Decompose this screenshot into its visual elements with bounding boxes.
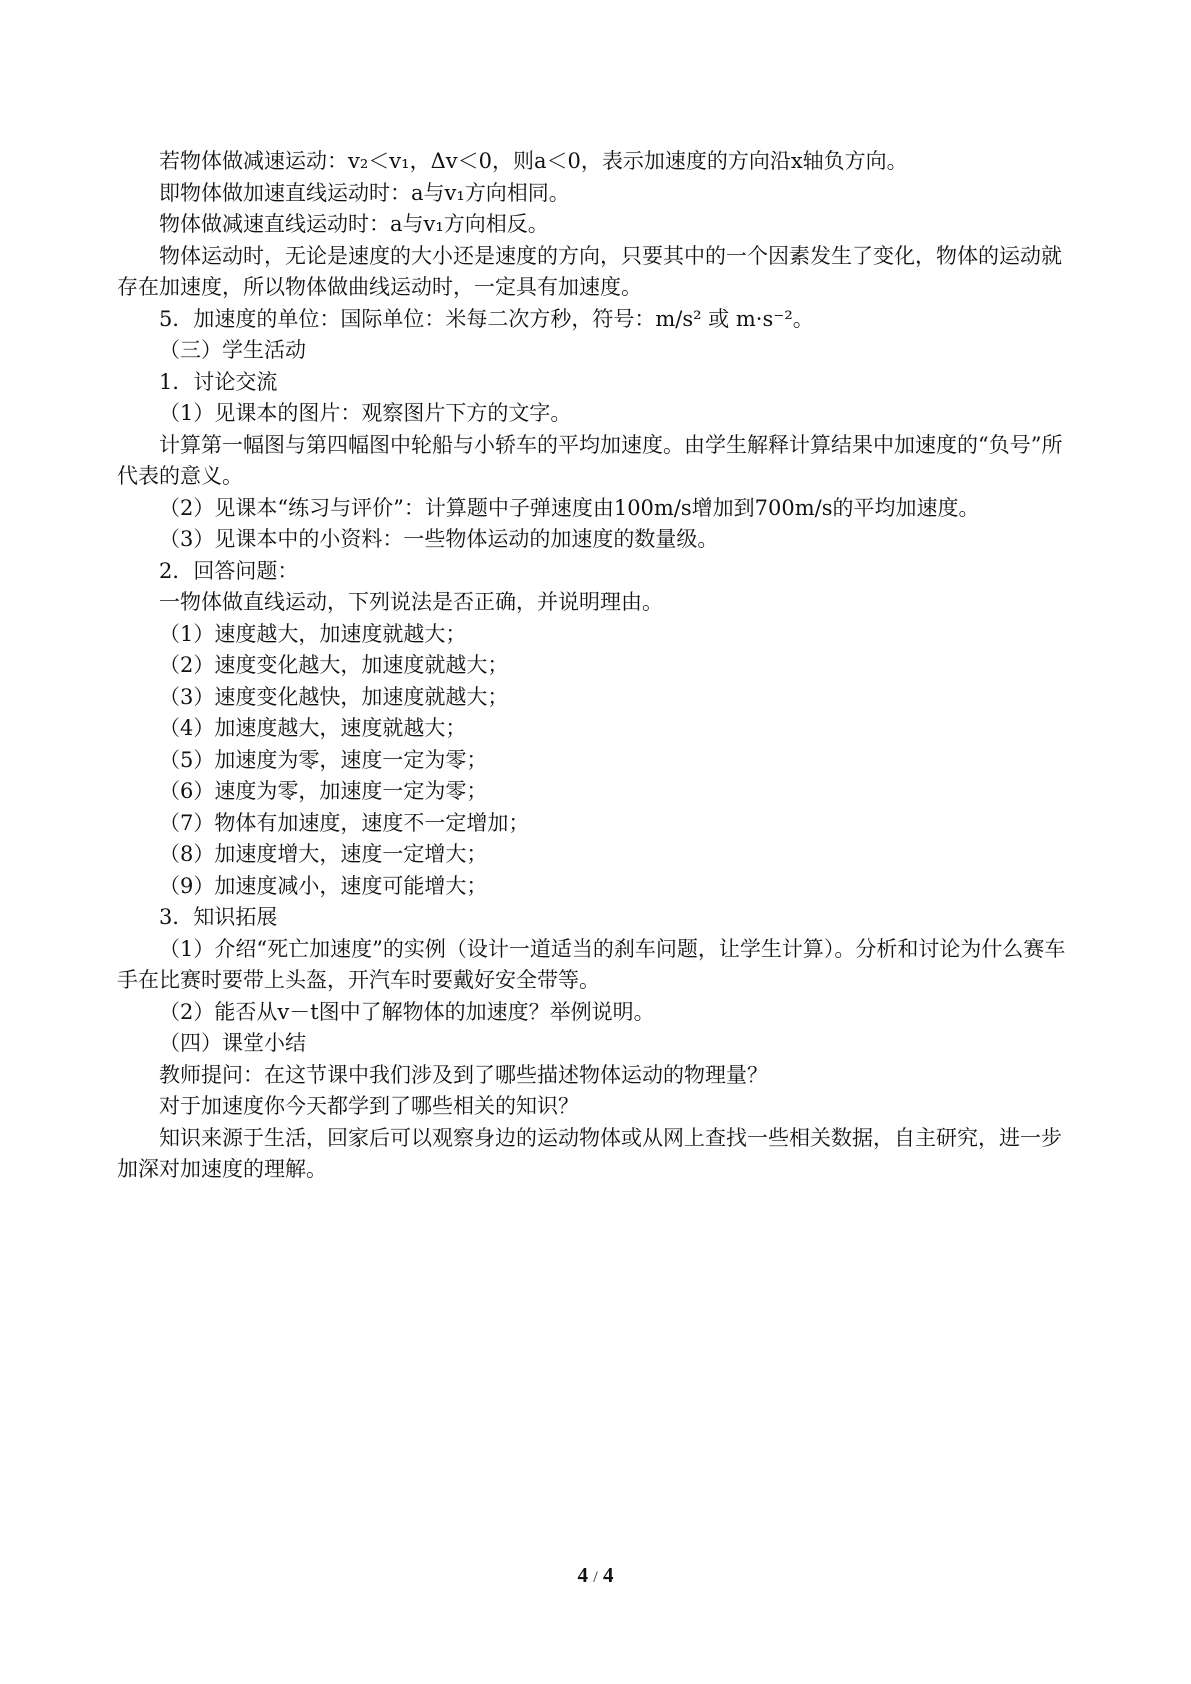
paragraph: （2）能否从v－t图中了解物体的加速度？举例说明。 [159, 999, 655, 1024]
list-item: （4）加速度越大，速度就越大； [159, 716, 467, 740]
paragraph: 物体做减速直线运动时：a与v₁方向相反。 [159, 212, 549, 236]
paragraph: 即物体做加速直线运动时：a与v₁方向相同。 [159, 180, 570, 205]
page-number [0, 1563, 1191, 1588]
paragraph: （2）见课本“练习与评价”：计算题中子弹速度由100m/s增加到700m/s的平均加速度。 [159, 495, 980, 520]
list-item: （7）物体有加速度，速度不一定增加； [159, 810, 530, 835]
subsection-heading: 3．知识拓展 [159, 905, 278, 929]
list-item: （8）加速度增大，速度一定增大； [159, 842, 488, 866]
list-item: （5）加速度为零，速度一定为零； [159, 747, 488, 772]
paragraph: 5．加速度的单位：国际单位：米每二次方秒，符号：m/s² 或 m·s⁻²。 [159, 306, 814, 331]
list-item: （9）加速度减小，速度可能增大； [159, 873, 488, 898]
subsection-heading: 1．讨论交流 [159, 369, 278, 394]
list-item: （3）速度变化越快，加速度就越大； [159, 684, 509, 709]
section-heading: （四）课堂小结 [159, 1031, 306, 1055]
paragraph: 知识来源于生活，回家后可以观察身边的运动物体或从网上查找一些相关数据，自主研究，进一步加深对加速度的理解。 [117, 1125, 1062, 1181]
paragraph: 一物体做直线运动，下列说法是否正确，并说明理由。 [159, 590, 663, 614]
list-item: （2）速度变化越大，加速度就越大； [159, 653, 509, 677]
paragraph: 物体运动时，无论是速度的大小还是速度的方向，只要其中的一个因素发生了变化，物体的运动就存在加速度，所以物体做曲线运动时，一定具有加速度。 [117, 243, 1062, 299]
section-heading: （三）学生活动 [159, 338, 306, 362]
paragraph: （1）介绍“死亡加速度”的实例（设计一道适当的刹车问题，让学生计算）。分析和讨论为什么赛车手在比赛时要带上头盔，开汽车时要戴好安全带等。 [117, 936, 1066, 992]
paragraph: 对于加速度你今天都学到了哪些相关的知识？ [159, 1094, 579, 1118]
paragraph: 若物体做减速运动：v₂＜v₁，Δv＜0，则a＜0，表示加速度的方向沿x轴负方向。 [159, 149, 908, 173]
list-item: （1）速度越大，加速度就越大； [159, 621, 467, 646]
list-item: （6）速度为零，加速度一定为零； [159, 779, 488, 803]
page-number-current: 4 [577, 1563, 589, 1587]
paragraph: （1）见课本的图片：观察图片下方的文字。 [159, 401, 572, 425]
paragraph: 计算第一幅图与第四幅图中轮船与小轿车的平均加速度。由学生解释计算结果中加速度的“负号”所代表的意义。 [117, 432, 1063, 488]
paragraph: （3）见课本中的小资料：一些物体运动的加速度的数量级。 [159, 527, 719, 551]
subsection-heading: 2．回答问题： [159, 558, 299, 583]
page-number-separator: / [593, 1569, 598, 1586]
paragraph: 教师提问：在这节课中我们涉及到了哪些描述物体运动的物理量？ [159, 1062, 768, 1087]
page-number-total: 4 [602, 1563, 614, 1587]
document-body [117, 146, 1077, 1186]
